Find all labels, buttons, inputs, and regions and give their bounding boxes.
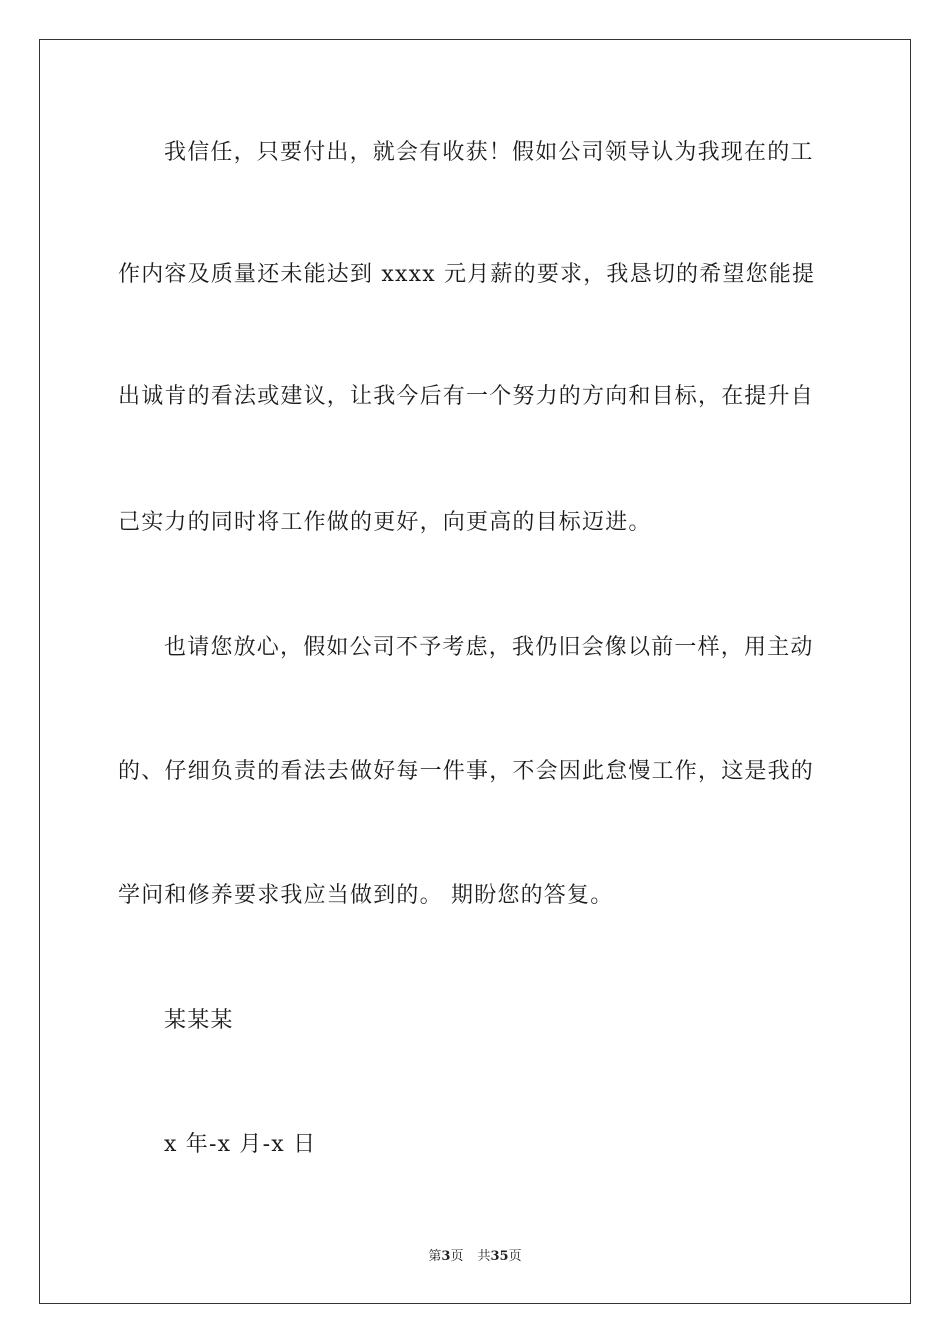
- paragraph-1-line-4: 己实力的同时将工作做的更好，向更高的目标迈进。: [118, 510, 652, 535]
- signature: 某某某: [164, 1008, 234, 1033]
- total-prefix: 共: [477, 1249, 491, 1264]
- paragraph-1-line-2: 作内容及质量还未能达到 xxxx 元月薪的要求，我恳切的希望您能提: [118, 262, 816, 287]
- paragraph-2-line-3: 学问和修养要求我应当做到的。 期盼您的答复。: [118, 883, 614, 908]
- paragraph-2-line-2: 的、仔细负责的看法去做好每一件事，不会因此怠慢工作，这是我的: [118, 759, 815, 784]
- page-border: [39, 39, 911, 1304]
- paragraph-2-line-1: 也请您放心，假如公司不予考虑，我仍旧会像以前一样，用主动: [164, 635, 814, 660]
- page-footer: [0, 1248, 950, 1266]
- paragraph-1-line-1: 我信任，只要付出，就会有收获！假如公司领导认为我现在的工: [164, 140, 814, 165]
- date: x 年-x 月-x 日: [164, 1132, 317, 1157]
- page-suffix: 页: [450, 1249, 464, 1264]
- total-suffix: 页: [508, 1249, 522, 1264]
- total-pages: 35: [490, 1249, 509, 1264]
- page-number: 3: [441, 1249, 451, 1264]
- paragraph-1-line-3: 出诚肯的看法或建议，让我今后有一个努力的方向和目标，在提升自: [118, 384, 815, 409]
- page-prefix: 第: [428, 1249, 442, 1264]
